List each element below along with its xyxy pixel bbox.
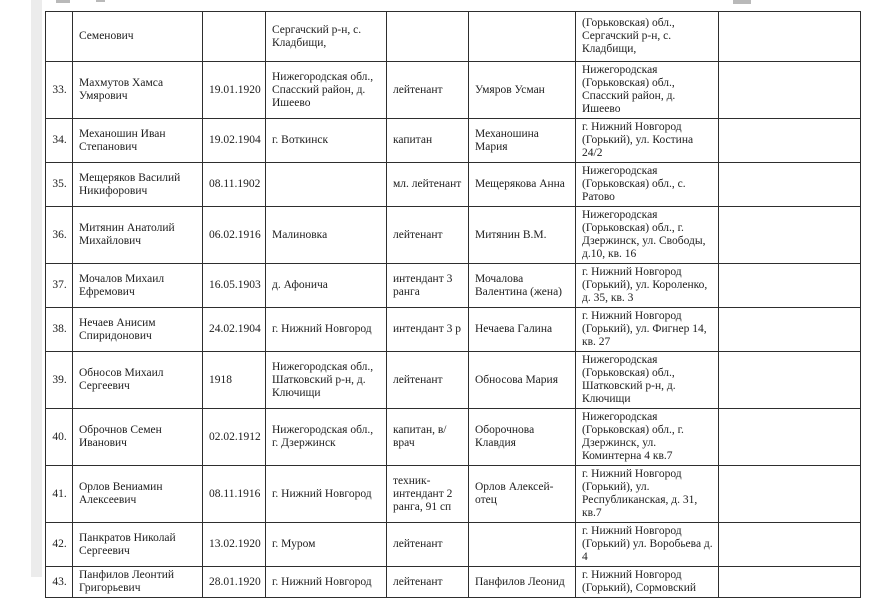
table-row [46,207,861,264]
notes-cell [719,352,861,409]
birth-date-cell: 13.02.1920 [203,523,266,567]
name-cell: Механошин Иван Степанович [73,119,203,163]
rank-cell: интендант 3 ранга [387,264,469,308]
row-number-cell: 38. [46,308,73,352]
birthplace-cell: д. Афонича [266,264,387,308]
notes-cell [719,308,861,352]
notes-cell [719,466,861,523]
name-cell: Семенович [73,12,203,62]
address-cell: г. Нижний Новгород (Горький), Сормовский [576,567,719,598]
name-cell: Панфилов Леонтий Григорьевич [73,567,203,598]
relative-cell: Митянин В.М. [469,207,576,264]
birthplace-cell: Нижегородская обл., г. Дзержинск [266,409,387,466]
birth-date-cell: 19.02.1904 [203,119,266,163]
birthplace-cell [266,163,387,207]
relative-cell: Мещерякова Анна [469,163,576,207]
birthplace-cell: г. Нижний Новгород [266,466,387,523]
birthplace-cell: Сергачский р-н, с. Кладбищи, [266,12,387,62]
birthplace-cell: г. Воткинск [266,119,387,163]
row-number-cell [46,12,73,62]
birthplace-cell: Нижегородская обл., Спасский район, д. Ишеево [266,62,387,119]
birthplace-cell: Нижегородская обл., Шатковский р-н, д. Ключищи [266,352,387,409]
row-number-cell: 42. [46,523,73,567]
row-number-cell: 35. [46,163,73,207]
address-cell: Нижегородская (Горьковская) обл., с. Ратово [576,163,719,207]
relative-cell: Панфилов Леонид [469,567,576,598]
name-cell: Панкратов Николай Сергеевич [73,523,203,567]
birth-date-cell: 06.02.1916 [203,207,266,264]
address-cell: (Горьковская) обл., Сергачский р-н, с. Кладбищи, [576,12,719,62]
name-cell: Орлов Вениамин Алексеевич [73,466,203,523]
table-row [46,264,861,308]
birthplace-cell: г. Муром [266,523,387,567]
relative-cell [469,12,576,62]
birth-date-cell: 02.02.1912 [203,409,266,466]
name-cell: Махмутов Хамса Умярович [73,62,203,119]
scan-artifact [733,0,751,4]
address-cell: г. Нижний Новгород (Горький) ул. Воробьева д. 4 [576,523,719,567]
rank-cell: лейтенант [387,62,469,119]
notes-cell [719,264,861,308]
table-row [46,466,861,523]
row-number-cell: 33. [46,62,73,119]
address-cell: Нижегородская (Горьковская) обл., г. Дзержинск, ул. Свободы, д.10, кв. 16 [576,207,719,264]
relative-cell: Нечаева Галина [469,308,576,352]
row-number-cell: 43. [46,567,73,598]
birth-date-cell: 28.01.1920 [203,567,266,598]
row-number-cell: 36. [46,207,73,264]
rank-cell: техник-интендант 2 ранга, 91 сп [387,466,469,523]
table-row [46,62,861,119]
name-cell: Мещеряков Василий Никифорович [73,163,203,207]
rank-cell: лейтенант [387,567,469,598]
relative-cell [469,523,576,567]
address-cell: г. Нижний Новгород (Горький), ул. Фигнер 14, кв. 27 [576,308,719,352]
birth-date-cell: 16.05.1903 [203,264,266,308]
address-cell: г. Нижний Новгород (Горький), ул. Костина 24/2 [576,119,719,163]
notes-cell [719,163,861,207]
address-cell: Нижегородская (Горьковская) обл., Шатковский р-н, д. Ключищи [576,352,719,409]
notes-cell [719,523,861,567]
table-row [46,567,861,598]
birth-date-cell: 08.11.1916 [203,466,266,523]
address-cell: Нижегородская (Горьковская) обл., г. Дзержинск, ул. Коминтерна 4 кв.7 [576,409,719,466]
page-edge-gutter [31,0,42,577]
name-cell: Нечаев Анисим Спиридонович [73,308,203,352]
rank-cell: капитан [387,119,469,163]
table-row [46,163,861,207]
name-cell: Митянин Анатолий Михайлович [73,207,203,264]
scan-artifact [96,0,105,2]
table-row [46,523,861,567]
table-row [46,12,861,62]
birthplace-cell: г. Нижний Новгород [266,567,387,598]
birthplace-cell: Малиновка [266,207,387,264]
notes-cell [719,119,861,163]
notes-cell [719,409,861,466]
birth-date-cell: 19.01.1920 [203,62,266,119]
birthplace-cell: г. Нижний Новгород [266,308,387,352]
birth-date-cell: 24.02.1904 [203,308,266,352]
name-cell: Оброчнов Семен Иванович [73,409,203,466]
relative-cell: Орлов Алексей-отец [469,466,576,523]
relative-cell: Обносова Мария [469,352,576,409]
rank-cell: лейтенант [387,352,469,409]
table-row [46,409,861,466]
birth-date-cell [203,12,266,62]
row-number-cell: 40. [46,409,73,466]
personnel-roster-table [45,11,861,598]
notes-cell [719,207,861,264]
rank-cell: интендант 3 р [387,308,469,352]
notes-cell [719,12,861,62]
address-cell: Нижегородская (Горьковская) обл., Спасский район, д. Ишеево [576,62,719,119]
row-number-cell: 34. [46,119,73,163]
rank-cell: капитан, в/врач [387,409,469,466]
scan-artifact [56,0,70,3]
rank-cell: лейтенант [387,207,469,264]
birth-date-cell: 1918 [203,352,266,409]
table-row [46,119,861,163]
notes-cell [719,62,861,119]
row-number-cell: 39. [46,352,73,409]
rank-cell: мл. лейтенант [387,163,469,207]
address-cell: г. Нижний Новгород (Горький), ул. Короленко, д. 35, кв. 3 [576,264,719,308]
rank-cell [387,12,469,62]
table-row [46,352,861,409]
relative-cell: Механошина Мария [469,119,576,163]
relative-cell: Оборочнова Клавдия [469,409,576,466]
relative-cell: Мочалова Валентина (жена) [469,264,576,308]
row-number-cell: 41. [46,466,73,523]
relative-cell: Умяров Усман [469,62,576,119]
address-cell: г. Нижний Новгород (Горький), ул. Республиканская, д. 31, кв.7 [576,466,719,523]
name-cell: Мочалов Михаил Ефремович [73,264,203,308]
birth-date-cell: 08.11.1902 [203,163,266,207]
table-row [46,308,861,352]
name-cell: Обносов Михаил Сергеевич [73,352,203,409]
notes-cell [719,567,861,598]
rank-cell: лейтенант [387,523,469,567]
row-number-cell: 37. [46,264,73,308]
